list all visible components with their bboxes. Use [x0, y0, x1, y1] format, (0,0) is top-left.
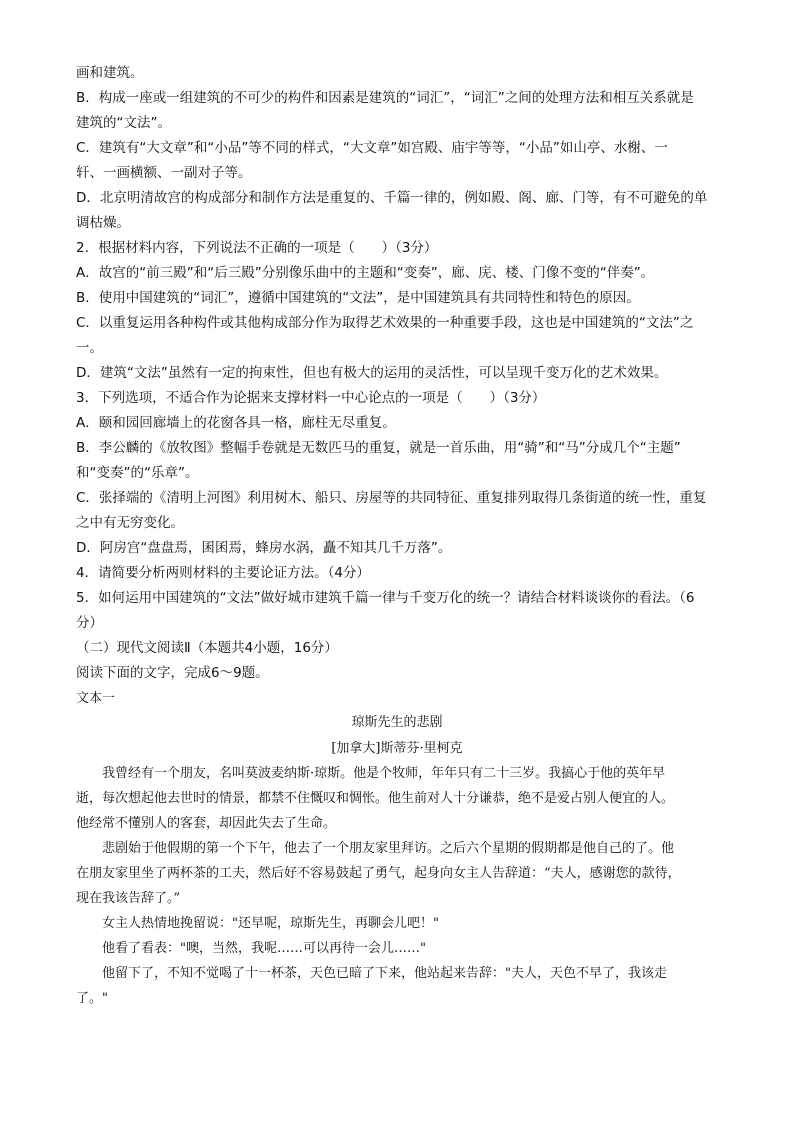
q2-option-c-line1: C．以重复运用各种构件或其他构成部分作为取得艺术效果的一种重要手段，这也是中国建筑的“文法”之 — [76, 315, 694, 331]
q3-option-c-line1: C．张择端的《清明上河图》利用树木、船只、房屋等的共同特征、重复排列取得几条街道的统一性，重复 — [76, 490, 707, 506]
story-p4: 他看了看表："噢，当然，我呢……可以再待一会儿……" — [102, 941, 426, 956]
story-p5-line2: 了。" — [76, 991, 108, 1006]
q1-option-c-line1: C．建筑有“大文章”和“小品”等不同的样式，“大文章”如宫殿、庙宇等等，“小品”如山亭、水榭、一 — [76, 140, 668, 156]
story-p2-line1: 悲剧始于他假期的第一个下午，他去了一个朋友家里拜访。之后六个星期的假期都是他自己的了。他 — [102, 841, 675, 856]
q4-question: 4．请简要分析两则材料的主要论证方法。（4分） — [76, 565, 370, 581]
q3-option-b-line1: B．李公麟的《放牧图》整幅手卷就是无数匹马的重复，就是一首乐曲，用“骑”和“马”分成几个“主题” — [76, 440, 681, 456]
story-p2-line2: 在朋友家里坐了两杯茶的工夫，然后好不容易鼓起了勇气，起身向女主人告辞道：“夫人，感谢您的款待， — [76, 866, 681, 881]
q3-stem: 3．下列选项，不适合作为论据来支撑材料一中心论点的一项是（ ）（3分） — [76, 390, 546, 406]
story-p1-line1: 我曾经有一个朋友，名叫莫波麦纳斯·琼斯。他是个牧师，年年只有二十三岁。我搞心于他的英年早 — [102, 766, 666, 781]
section2-instruction: 阅读下面的文字，完成6～9题。 — [76, 665, 269, 681]
q1-option-b-line1: B．构成一座或一组建筑的不可少的构件和因素是建筑的“词汇”，“词汇”之间的处理方法和相互关系就是 — [76, 90, 694, 106]
q3-option-d: D．阿房宫“盘盘焉，囷囷焉，蜂房水涡，矗不知其几千万落”。 — [76, 540, 452, 556]
q3-option-b-line2: 和“变奏”的“乐章”。 — [76, 465, 199, 481]
text-one-label: 文本一 — [76, 691, 116, 706]
story-p1-line2: 逝，每次想起他去世时的情景，都禁不住慨叹和惆怅。他生前对人十分谦恭，绝不是爱占别人便宜的人。 — [76, 791, 675, 806]
q2-option-c-line2: 一。 — [76, 340, 103, 356]
story-p2-line3: 现在我该告辞了。” — [76, 891, 181, 906]
story-p1-line3: 他经常不懂别人的客套，却因此失去了生命。 — [76, 816, 337, 831]
q2-option-d: D．建筑“文法”虽然有一定的拘束性，但也有极大的运用的灵活性，可以呈现千变万化的艺术效果。 — [76, 365, 668, 381]
q5-question-line2: 分） — [76, 615, 103, 631]
q1-option-b-line2: 建筑的“文法”。 — [76, 115, 171, 131]
q1-option-c-line2: 轩、一画横额、一副对子等。 — [76, 165, 252, 181]
q1-option-d-line2: 调枯燥。 — [76, 215, 130, 231]
q5-question-line1: 5．如何运用中国建筑的“文法”做好城市建筑千篇一律与千变万化的统一？请结合材料谈谈你的看法。（6 — [76, 590, 695, 606]
story-title: 琼斯先生的悲剧 — [351, 715, 443, 730]
q2-option-b: B．使用中国建筑的“词汇”，遵循中国建筑的“文法”，是中国建筑具有共同特性和特色的原因。 — [76, 290, 640, 306]
q1-option-d-line1: D．北京明清故宫的构成部分和制作方法是重复的、千篇一律的，例如殿、阁、廊、门等，有不可避免的单 — [76, 190, 708, 206]
q3-option-c-line2: 之中有无穷变化。 — [76, 515, 184, 531]
q1-tail-line: 画和建筑。 — [76, 65, 144, 81]
q3-option-a: A．颐和园回廊墙上的花窗各具一格，廊柱无尽重复。 — [76, 415, 396, 431]
story-p5-line1: 他留下了，不知不觉喝了十一杯茶，天色已暗了下来，他站起来告辞："夫人，天色不早了，我该走 — [102, 966, 667, 981]
story-p3: 女主人热情地挽留说："还早呢，琼斯先生，再聊会儿吧！" — [102, 916, 439, 931]
section2-heading: （二）现代文阅读Ⅱ（本题共4小题，16分） — [76, 640, 338, 656]
q2-stem: 2．根据材料内容，下列说法不正确的一项是（ ）（3分） — [76, 240, 438, 256]
story-author: [加拿大]斯蒂芬·里柯克 — [331, 741, 463, 756]
q2-option-a: A．故宫的“前三殿”和“后三殿”分别像乐曲中的主题和“变奏”，廊、庑、楼、门像不变的“伴奏”。 — [76, 265, 655, 281]
